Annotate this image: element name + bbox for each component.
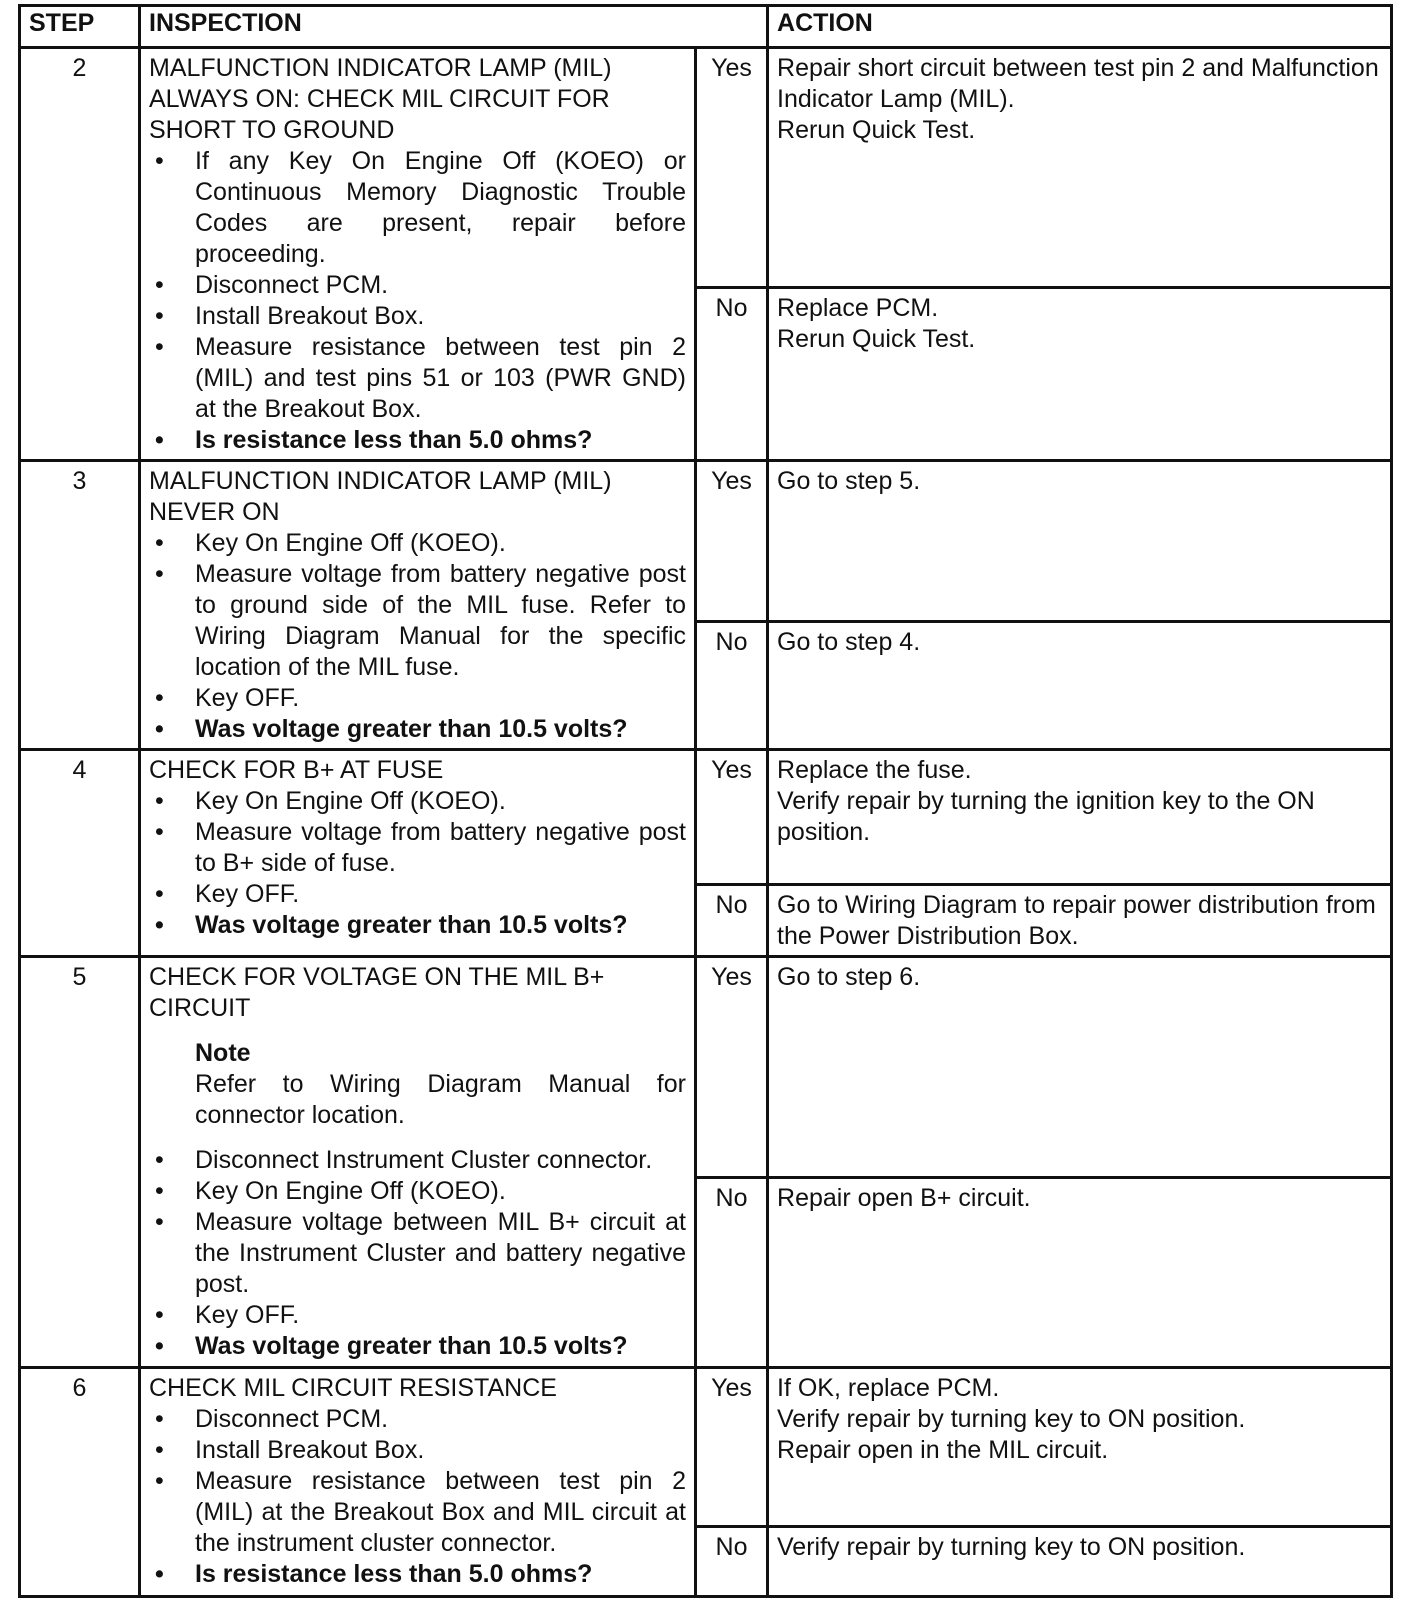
inspection-question: • Is resistance less than 5.0 ohms? <box>149 1559 686 1590</box>
action-line: Repair short circuit between test pin 2 and Malfunction Indicator Lamp (MIL). <box>777 54 1379 113</box>
action-line: Rerun Quick Test. <box>777 116 976 144</box>
list-item: • Measure voltage from battery negative post to ground side of the MIL fuse. Refer to Wiring Diagram Manual for the specific location of the MIL fuse. <box>149 559 686 683</box>
step-number: 4 <box>20 750 140 957</box>
no-action <box>768 884 1392 956</box>
action-line: Verify repair by turning the ignition key to the ON position. <box>777 787 1315 847</box>
inspection-title: CHECK FOR B+ AT FUSE <box>149 756 444 785</box>
yes-label: Yes <box>696 750 768 884</box>
inspection-cell <box>140 1368 696 1597</box>
header-inspection: INSPECTION <box>140 6 768 48</box>
inspection-title: MALFUNCTION INDICATOR LAMP (MIL) ALWAYS ON: CHECK MIL CIRCUIT FOR SHORT TO GROUND <box>149 54 612 144</box>
step-number: 2 <box>20 48 140 461</box>
diagnostic-table <box>18 4 1393 1598</box>
inspection-cell <box>140 48 696 461</box>
step-row-3-yes <box>20 461 1392 622</box>
inspection-steps <box>149 1145 686 1362</box>
list-item: • Install Breakout Box. <box>149 301 686 332</box>
inspection-steps <box>149 786 686 941</box>
step-row-5-yes <box>20 956 1392 1177</box>
inspection-steps <box>149 146 686 456</box>
note-heading: Note <box>195 1038 251 1067</box>
no-label: No <box>696 1526 768 1596</box>
list-item: • Disconnect PCM. <box>149 270 686 301</box>
header-row <box>20 6 1392 48</box>
no-action <box>768 288 1392 461</box>
action-line: Replace the fuse. <box>777 756 972 785</box>
action-line: Go to step 5. <box>777 467 921 496</box>
note-block <box>149 1038 686 1131</box>
list-item: • Key OFF. <box>149 879 686 910</box>
inspection-question: • Is resistance less than 5.0 ohms? <box>149 425 686 456</box>
inspection-question: • Was voltage greater than 10.5 volts? <box>149 1331 686 1362</box>
yes-action <box>768 48 1392 288</box>
list-item: • Disconnect PCM. <box>149 1404 686 1435</box>
step-row-2-yes <box>20 48 1392 288</box>
action-line: Go to Wiring Diagram to repair power distribution from the Power Distribution Box. <box>777 890 1376 950</box>
step-number: 6 <box>20 1368 140 1597</box>
list-item: • Key OFF. <box>149 1300 686 1331</box>
yes-action <box>768 956 1392 1177</box>
inspection-question: • Was voltage greater than 10.5 volts? <box>149 714 686 745</box>
action-line: Replace PCM. <box>777 294 939 323</box>
action-line: Repair open B+ circuit. <box>777 1183 1031 1212</box>
header-action: ACTION <box>768 6 1392 48</box>
list-item: • Disconnect Instrument Cluster connector. <box>149 1145 686 1176</box>
no-label: No <box>696 288 768 461</box>
no-action <box>768 621 1392 749</box>
yes-label: Yes <box>696 461 768 622</box>
step-number: 5 <box>20 956 140 1367</box>
yes-action <box>768 750 1392 884</box>
list-item: • Measure voltage between MIL B+ circuit at the Instrument Cluster and battery negative post. <box>149 1207 686 1300</box>
inspection-question: • Was voltage greater than 10.5 volts? <box>149 910 686 941</box>
inspection-title: MALFUNCTION INDICATOR LAMP (MIL) NEVER ON <box>149 467 612 527</box>
step-number: 3 <box>20 461 140 750</box>
yes-label: Yes <box>696 956 768 1177</box>
action-line: Verify repair by turning key to ON position. <box>777 1532 1246 1561</box>
no-action <box>768 1526 1392 1596</box>
list-item: • Key OFF. <box>149 683 686 714</box>
inspection-title: CHECK MIL CIRCUIT RESISTANCE <box>149 1374 557 1403</box>
yes-label: Yes <box>696 48 768 288</box>
no-label: No <box>696 621 768 749</box>
inspection-steps <box>149 528 686 745</box>
note-text: Refer to Wiring Diagram Manual for connector location. <box>195 1069 686 1129</box>
inspection-cell <box>140 750 696 957</box>
list-item: • If any Key On Engine Off (KOEO) or Continuous Memory Diagnostic Trouble Codes are present, repair before proceeding. <box>149 146 686 270</box>
action-line: Rerun Quick Test. <box>777 325 976 354</box>
step-row-4-yes <box>20 750 1392 884</box>
inspection-cell <box>140 461 696 750</box>
action-line: Repair open in the MIL circuit. <box>777 1436 1109 1465</box>
inspection-cell <box>140 956 696 1367</box>
list-item: • Key On Engine Off (KOEO). <box>149 528 686 559</box>
no-label: No <box>696 1177 768 1368</box>
action-line: Go to step 4. <box>777 627 921 656</box>
list-item: • Key On Engine Off (KOEO). <box>149 786 686 817</box>
inspection-steps <box>149 1404 686 1590</box>
yes-label: Yes <box>696 1368 768 1527</box>
step-row-6-yes <box>20 1368 1392 1527</box>
list-item: • Measure voltage from battery negative post to B+ side of fuse. <box>149 817 686 879</box>
list-item: • Key On Engine Off (KOEO). <box>149 1176 686 1207</box>
yes-action <box>768 461 1392 622</box>
inspection-title: CHECK FOR VOLTAGE ON THE MIL B+ CIRCUIT <box>149 962 605 1022</box>
list-item: • Install Breakout Box. <box>149 1435 686 1466</box>
action-line: Go to step 6. <box>777 962 921 991</box>
yes-action <box>768 1368 1392 1527</box>
no-label: No <box>696 884 768 956</box>
list-item: • Measure resistance between test pin 2 (MIL) at the Breakout Box and MIL circuit at the instrument cluster connector. <box>149 1466 686 1559</box>
list-item: • Measure resistance between test pin 2 (MIL) and test pins 51 or 103 (PWR GND) at the Breakout Box. <box>149 332 686 425</box>
header-step: STEP <box>20 6 140 48</box>
action-line: Verify repair by turning key to ON position. <box>777 1405 1246 1434</box>
no-action <box>768 1177 1392 1368</box>
action-line: If OK, replace PCM. <box>777 1374 1000 1403</box>
